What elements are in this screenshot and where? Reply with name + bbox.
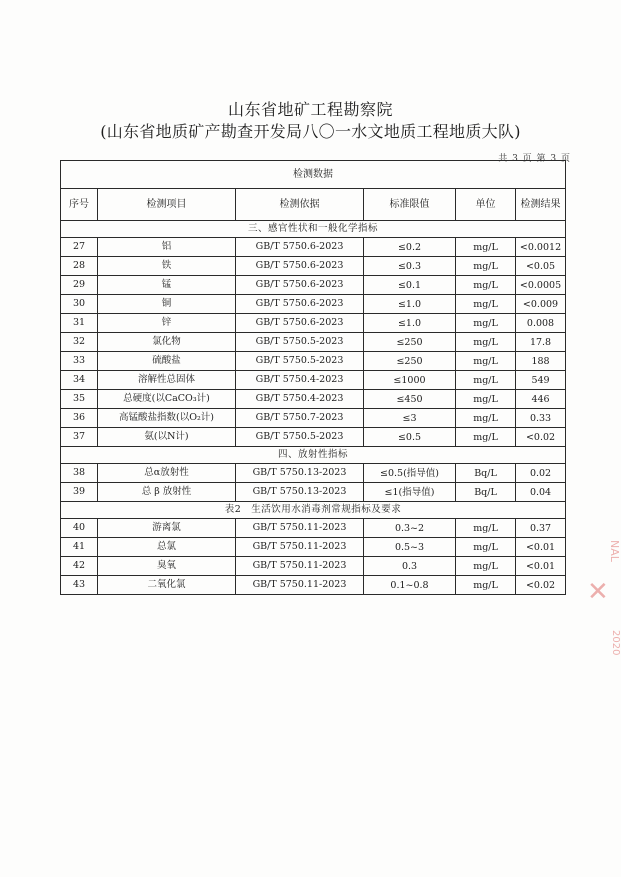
row-result: <0.02: [516, 428, 566, 447]
row-result: 0.37: [516, 519, 566, 538]
section-heading-disinfectant: 表2 生活饮用水消毒剂常规指标及要求: [61, 502, 566, 519]
row-limit: ≤0.2: [364, 238, 456, 257]
row-method: GB/T 5750.6-2023: [236, 238, 364, 257]
row-result: 446: [516, 390, 566, 409]
row-unit: mg/L: [456, 352, 516, 371]
row-method: GB/T 5750.6-2023: [236, 276, 364, 295]
row-limit: 0.5~3: [364, 538, 456, 557]
row-limit: 0.1~0.8: [364, 576, 456, 595]
row-item: 高锰酸盐指数(以O₂计): [98, 409, 236, 428]
column-header-result: 检测结果: [516, 189, 566, 221]
row-item: 锰: [98, 276, 236, 295]
row-index: 34: [61, 371, 98, 390]
row-unit: mg/L: [456, 257, 516, 276]
table-row: [61, 409, 566, 428]
table-row: [61, 295, 566, 314]
row-limit: 0.3~2: [364, 519, 456, 538]
row-item: 铁: [98, 257, 236, 276]
row-item: 总硬度(以CaCO₃计): [98, 390, 236, 409]
row-method: GB/T 5750.5-2023: [236, 428, 364, 447]
row-limit: ≤0.3: [364, 257, 456, 276]
row-result: 549: [516, 371, 566, 390]
row-item: 氨(以N计): [98, 428, 236, 447]
row-item: 锌: [98, 314, 236, 333]
row-unit: mg/L: [456, 333, 516, 352]
row-result: <0.0012: [516, 238, 566, 257]
seal-stamp-mark: ✕: [587, 577, 609, 607]
table-row: [61, 519, 566, 538]
row-result: 0.04: [516, 483, 566, 502]
row-limit: ≤250: [364, 352, 456, 371]
row-unit: mg/L: [456, 276, 516, 295]
row-item: 总 β 放射性: [98, 483, 236, 502]
row-index: 28: [61, 257, 98, 276]
row-unit: mg/L: [456, 428, 516, 447]
row-result: <0.05: [516, 257, 566, 276]
table-row: [61, 333, 566, 352]
row-method: GB/T 5750.6-2023: [236, 314, 364, 333]
row-result: <0.01: [516, 538, 566, 557]
test-results-table: [60, 160, 566, 595]
row-unit: mg/L: [456, 576, 516, 595]
row-result: 188: [516, 352, 566, 371]
row-unit: mg/L: [456, 371, 516, 390]
table-row: [61, 483, 566, 502]
row-unit: mg/L: [456, 519, 516, 538]
row-result: 0.33: [516, 409, 566, 428]
row-result: <0.02: [516, 576, 566, 595]
section-heading-radioactivity: 四、放射性指标: [61, 447, 566, 464]
column-header-index: 序号: [61, 189, 98, 221]
row-item: 铝: [98, 238, 236, 257]
row-index: 33: [61, 352, 98, 371]
row-item: 游离氯: [98, 519, 236, 538]
row-method: GB/T 5750.5-2023: [236, 352, 364, 371]
row-method: GB/T 5750.11-2023: [236, 557, 364, 576]
row-item: 二氧化氯: [98, 576, 236, 595]
row-limit: ≤3: [364, 409, 456, 428]
row-index: 41: [61, 538, 98, 557]
row-item: 铜: [98, 295, 236, 314]
table-row: [61, 390, 566, 409]
row-unit: mg/L: [456, 557, 516, 576]
row-item: 臭氧: [98, 557, 236, 576]
row-unit: mg/L: [456, 295, 516, 314]
document-title: 山东省地矿工程勘察院: [227, 100, 393, 119]
row-limit: ≤250: [364, 333, 456, 352]
row-result: 17.8: [516, 333, 566, 352]
row-index: 30: [61, 295, 98, 314]
table-row: [61, 538, 566, 557]
document-subtitle: (山东省地质矿产勘查开发局八〇一水文地质工程地质大队): [100, 122, 521, 141]
table-header-row: [61, 189, 566, 221]
row-index: 40: [61, 519, 98, 538]
row-item: 溶解性总固体: [98, 371, 236, 390]
table-row: [61, 314, 566, 333]
row-item: 总α放射性: [98, 464, 236, 483]
row-method: GB/T 5750.11-2023: [236, 576, 364, 595]
row-unit: mg/L: [456, 538, 516, 557]
row-limit: 0.3: [364, 557, 456, 576]
row-limit: ≤1.0: [364, 314, 456, 333]
seal-stamp-text: NAL: [608, 540, 621, 562]
row-index: 43: [61, 576, 98, 595]
column-header-item: 检测项目: [98, 189, 236, 221]
table-row: [61, 257, 566, 276]
row-item: 氯化物: [98, 333, 236, 352]
table-row: [61, 464, 566, 483]
row-method: GB/T 5750.4-2023: [236, 390, 364, 409]
row-index: 32: [61, 333, 98, 352]
row-result: <0.01: [516, 557, 566, 576]
row-method: GB/T 5750.11-2023: [236, 538, 364, 557]
row-result: 0.02: [516, 464, 566, 483]
row-index: 29: [61, 276, 98, 295]
table-row: [61, 576, 566, 595]
row-limit: ≤450: [364, 390, 456, 409]
seal-stamp-number: 2020: [610, 630, 621, 656]
section-heading-sensory: 三、感官性状和一般化学指标: [61, 221, 566, 238]
row-unit: Bq/L: [456, 464, 516, 483]
row-limit: ≤1(指导值): [364, 483, 456, 502]
row-method: GB/T 5750.6-2023: [236, 295, 364, 314]
row-method: GB/T 5750.13-2023: [236, 464, 364, 483]
row-unit: Bq/L: [456, 483, 516, 502]
row-limit: ≤1000: [364, 371, 456, 390]
row-method: GB/T 5750.11-2023: [236, 519, 364, 538]
row-unit: mg/L: [456, 238, 516, 257]
row-item: 硫酸盐: [98, 352, 236, 371]
row-limit: ≤0.1: [364, 276, 456, 295]
row-result: <0.0005: [516, 276, 566, 295]
row-index: 39: [61, 483, 98, 502]
table-row: [61, 371, 566, 390]
row-index: 31: [61, 314, 98, 333]
row-unit: mg/L: [456, 314, 516, 333]
column-header-unit: 单位: [456, 189, 516, 221]
row-result: 0.008: [516, 314, 566, 333]
row-limit: ≤0.5: [364, 428, 456, 447]
table-row: [61, 557, 566, 576]
table-row: [61, 276, 566, 295]
row-unit: mg/L: [456, 390, 516, 409]
row-result: <0.009: [516, 295, 566, 314]
row-item: 总氯: [98, 538, 236, 557]
row-limit: ≤0.5(指导值): [364, 464, 456, 483]
row-method: GB/T 5750.13-2023: [236, 483, 364, 502]
row-limit: ≤1.0: [364, 295, 456, 314]
row-index: 42: [61, 557, 98, 576]
table-row: [61, 352, 566, 371]
row-method: GB/T 5750.4-2023: [236, 371, 364, 390]
column-header-method: 检测依据: [236, 189, 364, 221]
table-row: [61, 238, 566, 257]
row-index: 27: [61, 238, 98, 257]
row-method: GB/T 5750.5-2023: [236, 333, 364, 352]
table-caption: 检测数据: [61, 161, 566, 189]
row-index: 35: [61, 390, 98, 409]
row-index: 36: [61, 409, 98, 428]
row-index: 38: [61, 464, 98, 483]
row-unit: mg/L: [456, 409, 516, 428]
row-method: GB/T 5750.6-2023: [236, 257, 364, 276]
column-header-limit: 标准限值: [364, 189, 456, 221]
page-indicator: 共 3 页 第 3 页: [498, 154, 571, 164]
row-index: 37: [61, 428, 98, 447]
table-row: [61, 428, 566, 447]
row-method: GB/T 5750.7-2023: [236, 409, 364, 428]
